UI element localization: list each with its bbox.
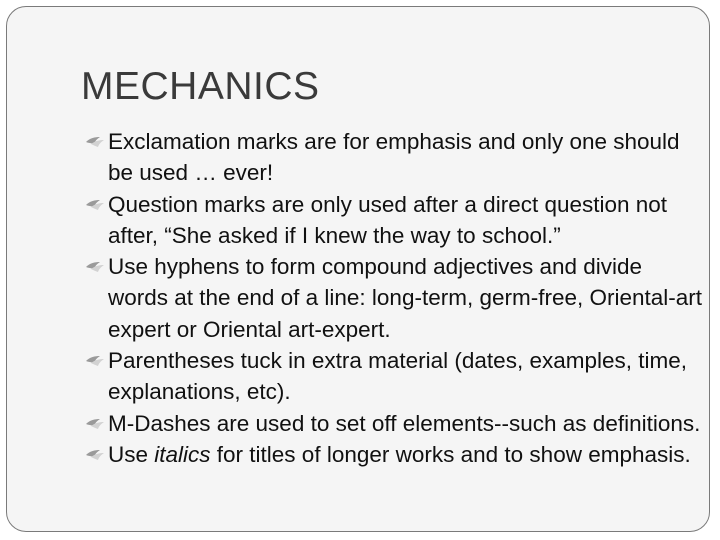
wing-bullet-icon — [85, 354, 105, 367]
bullet-list — [85, 126, 705, 470]
bullet-item — [85, 345, 705, 408]
wing-bullet-icon — [85, 198, 105, 211]
bullet-item — [85, 126, 705, 189]
slide-title: MECHANICS — [81, 65, 320, 108]
slide — [6, 6, 710, 532]
bullet-item — [85, 439, 705, 470]
bullet-text: for titles of longer works and to show emphasis. — [210, 441, 691, 467]
wing-bullet-icon — [85, 448, 105, 461]
bullet-item — [85, 251, 705, 345]
bullet-text: Parentheses tuck in extra material (dates, examples, time, explanations, etc). — [108, 348, 688, 405]
wing-bullet-icon — [85, 135, 105, 148]
bullet-text-italic: italics — [154, 441, 211, 467]
wing-bullet-icon — [85, 260, 105, 273]
bullet-item — [85, 408, 705, 439]
bullet-item — [85, 189, 705, 252]
bullet-text: Use — [108, 441, 155, 467]
bullet-text: Use hyphens to form compound adjectives and divide words at the end of a line: long-term, germ-free, Oriental-art expert or Oriental art-expert. — [108, 254, 703, 342]
wing-bullet-icon — [85, 417, 105, 430]
bullet-text: Question marks are only used after a direct question not after, “She asked if I knew the way to school.” — [108, 191, 668, 248]
bullet-text: Exclamation marks are for emphasis and only one should be used … ever! — [108, 129, 680, 186]
bullet-text: M-Dashes are used to set off elements--such as definitions. — [108, 410, 701, 436]
